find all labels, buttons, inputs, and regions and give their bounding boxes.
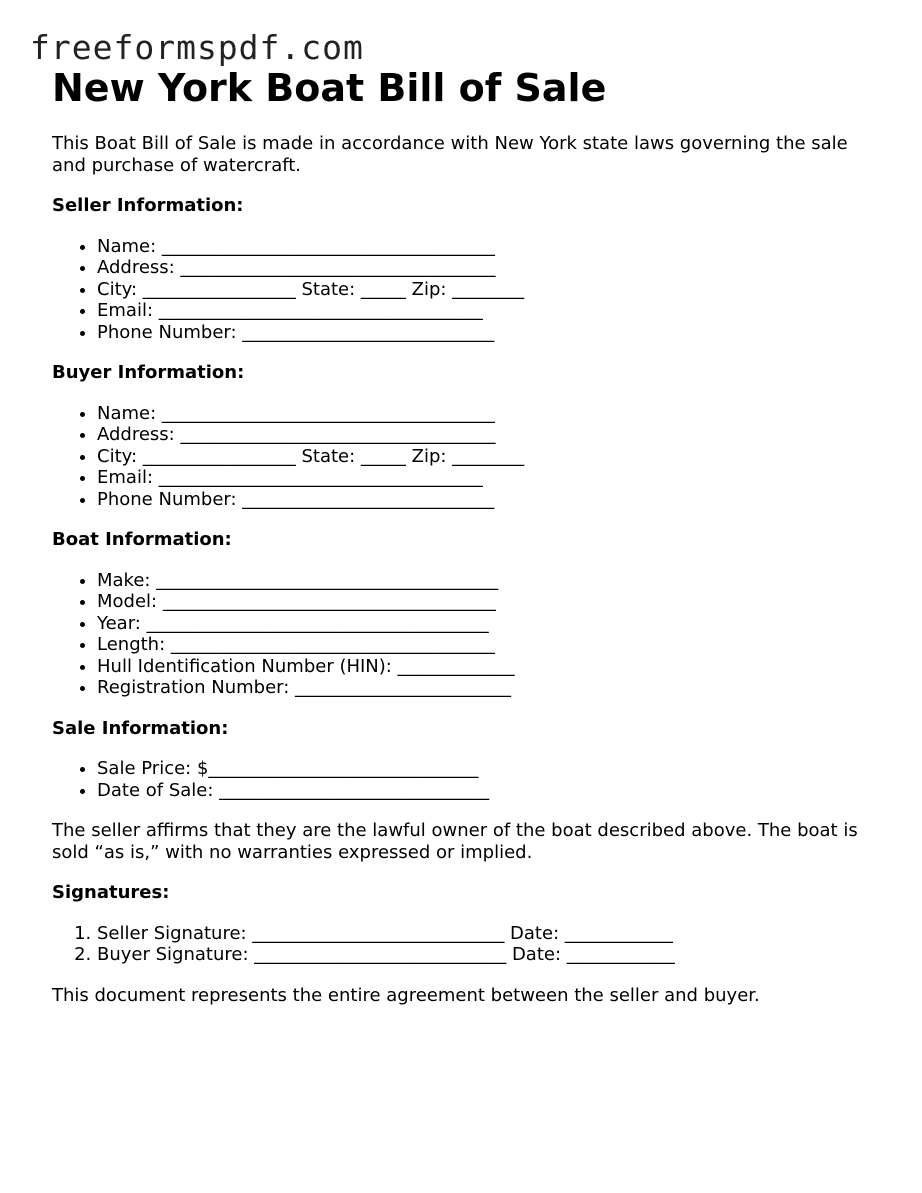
seller-email-field[interactable]: • Email: ____________________________________ bbox=[97, 300, 882, 322]
boat-model-field[interactable]: • Model: _____________________________________ bbox=[97, 591, 882, 613]
seller-address-field[interactable]: • Address: ___________________________________ bbox=[97, 257, 882, 279]
buyer-heading: Buyer Information: bbox=[52, 362, 245, 383]
buyer-list bbox=[52, 403, 882, 511]
sale-date-field[interactable]: • Date of Sale: ______________________________ bbox=[97, 780, 882, 802]
seller-heading: Seller Information: bbox=[52, 195, 244, 216]
watermark: freeformspdf.com bbox=[30, 28, 364, 67]
signatures-heading: Signatures: bbox=[52, 882, 170, 903]
buyer-name-field[interactable]: • Name: _____________________________________ bbox=[97, 403, 882, 425]
boat-length-field[interactable]: • Length: ____________________________________ bbox=[97, 634, 882, 656]
boat-heading: Boat Information: bbox=[52, 529, 232, 550]
signatures-list bbox=[52, 923, 882, 966]
sale-heading: Sale Information: bbox=[52, 717, 229, 739]
closing-paragraph: This document represents the entire agreement between the seller and buyer. bbox=[52, 984, 760, 1006]
buyer-address-field[interactable]: • Address: ___________________________________ bbox=[97, 424, 882, 446]
intro-paragraph: This Boat Bill of Sale is made in accordance with New York state laws governing the sale and purchase of watercraft. bbox=[52, 133, 848, 176]
seller-city-state-zip-field[interactable]: • City: _________________ State: _____ Zip: ________ bbox=[97, 279, 882, 301]
buyer-signature-field[interactable]: 2. Buyer Signature: ____________________________ Date: ____________ bbox=[97, 944, 882, 966]
seller-name-field[interactable]: • Name: _____________________________________ bbox=[97, 236, 882, 258]
sale-list bbox=[52, 758, 882, 801]
buyer-city-state-zip-field[interactable]: • City: _________________ State: _____ Zip: ________ bbox=[97, 446, 882, 468]
sale-price-field[interactable]: • Sale Price: $______________________________ bbox=[97, 758, 882, 780]
buyer-email-field[interactable]: • Email: ____________________________________ bbox=[97, 467, 882, 489]
boat-list bbox=[52, 570, 882, 699]
seller-phone-field[interactable]: • Phone Number: ____________________________ bbox=[97, 322, 882, 344]
page-title: New York Boat Bill of Sale bbox=[52, 66, 607, 110]
boat-hin-field[interactable]: • Hull Identification Number (HIN): _____________ bbox=[97, 656, 882, 678]
boat-make-field[interactable]: • Make: ______________________________________ bbox=[97, 570, 882, 592]
affirmation-paragraph: The seller affirms that they are the lawful owner of the boat described above. The boat is sold “as is,” with no warranties expressed or implied. bbox=[52, 820, 858, 863]
document-page bbox=[52, 66, 882, 1006]
seller-signature-field[interactable]: 1. Seller Signature: ____________________________ Date: ____________ bbox=[97, 923, 882, 945]
boat-registration-field[interactable]: • Registration Number: ________________________ bbox=[97, 677, 882, 699]
boat-year-field[interactable]: • Year: ______________________________________ bbox=[97, 613, 882, 635]
buyer-phone-field[interactable]: • Phone Number: ____________________________ bbox=[97, 489, 882, 511]
seller-list bbox=[52, 236, 882, 344]
